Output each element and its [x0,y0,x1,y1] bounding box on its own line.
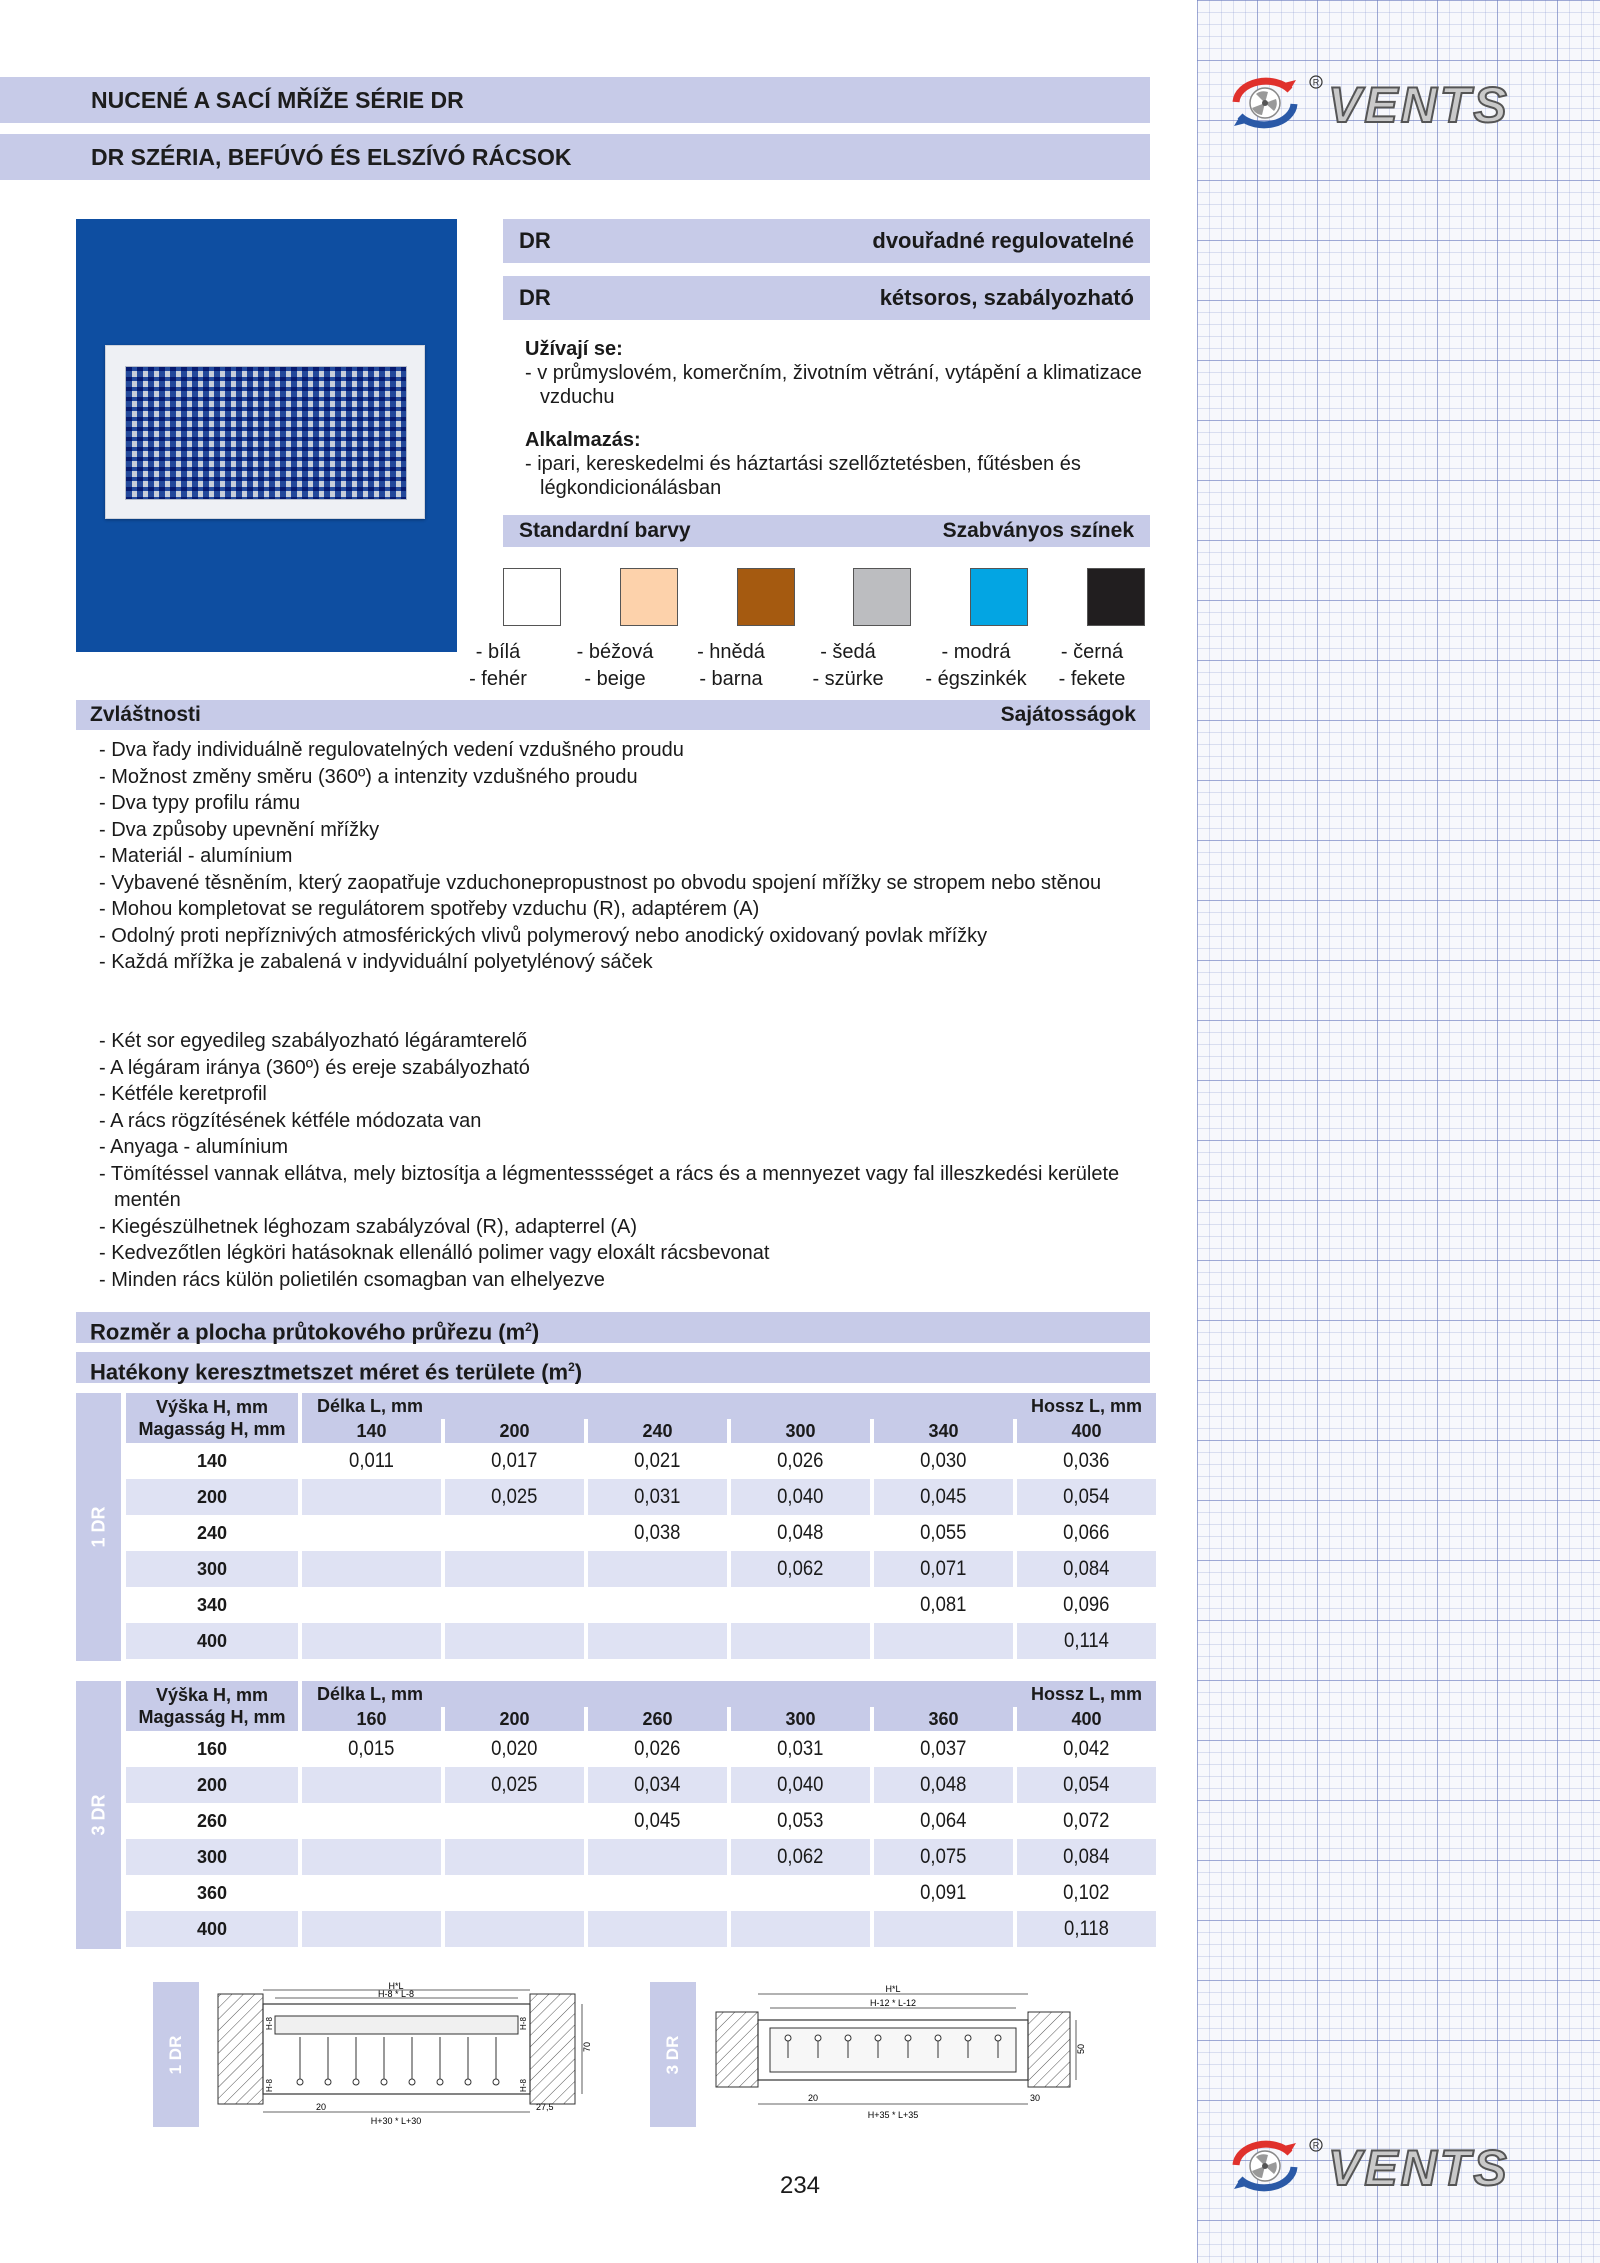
row-header-cz: Výška H, mm [155,1397,269,1417]
cell-value: 0,053 [777,1809,824,1832]
table-cell [874,1443,1013,1479]
svg-text:H*L: H*L [885,1984,901,1994]
table-row [126,1551,1156,1587]
svg-text:H-8: H-8 [519,2079,528,2092]
table-cell [1017,1875,1156,1911]
table-row [126,1623,1156,1659]
color-name-cz: - modrá [941,641,1011,663]
table-cell [445,1767,584,1803]
page-number: 234 [779,2172,821,2199]
features-list-cz [99,737,1159,976]
table-cell [588,1479,727,1515]
table-cell [874,1731,1013,1767]
cell-value: 0,025 [491,1485,538,1508]
col-header-hu: Hossz L, mm [1030,1395,1142,1416]
feature-item: - Tömítéssel vannak ellátva, mely biztosítja a légmentessséget a rács és a mennyezet vagy fal illeszkedési kerülete mentén [99,1162,1120,1211]
drawing-3dr [708,1982,1088,2127]
table-cell [731,1731,870,1767]
colors-title-hu: Szabványos színek [942,519,1134,542]
colors-title-cz: Standardní barvy [519,519,691,542]
fan-icon [1234,80,1296,126]
table-cell [874,1767,1013,1803]
usage-cz [525,337,1150,409]
drawing-1dr-label: 1 DR [153,1982,199,2127]
table-row [126,1515,1156,1551]
table-cell [1017,1911,1156,1947]
col-header-hu: Hossz L, mm [1030,1683,1142,1704]
cell-value: 0,031 [777,1737,824,1760]
color-swatch [970,568,1028,626]
table-cell [731,1479,870,1515]
table-cell [445,1875,584,1911]
cell-value: 0,084 [1063,1557,1110,1580]
column-header: 160 [302,1707,441,1731]
color-name-hu: - barna [699,668,763,690]
table-row [126,1767,1156,1803]
feature-item: - Materiál - alumínium [99,845,293,867]
registered-icon [1310,76,1322,88]
table-cell [302,1911,441,1947]
color-name-cz: - bílá [475,641,521,663]
color-swatch [620,568,678,626]
cell-value: 0,062 [777,1557,824,1580]
table-cell [302,1767,441,1803]
table-cell [445,1731,584,1767]
table-cell [445,1443,584,1479]
row-header: 160 [196,1738,228,1759]
table-cell [1017,1515,1156,1551]
table-cell [731,1875,870,1911]
table-cell [731,1443,870,1479]
cell-value: 0,026 [634,1737,681,1760]
table-cell [731,1803,870,1839]
row-header: 140 [196,1450,228,1471]
table-cell [588,1731,727,1767]
column-header: 200 [445,1419,584,1443]
cell-value: 0,102 [1063,1881,1110,1904]
col-header-cz: Délka L, mm [317,1683,424,1704]
svg-text:VENTS: VENTS [1328,77,1510,132]
col-header-cz: Délka L, mm [317,1395,424,1416]
table-cell [874,1839,1013,1875]
cell-value: 0,072 [1063,1809,1110,1832]
color-label [1027,639,1157,693]
cell-value: 0,021 [634,1449,681,1472]
color-name-hu: - szürke [812,668,884,690]
color-name-cz: - béžová [576,641,654,663]
grille-illustration [105,345,425,519]
features-title-cz: Zvláštnosti [90,703,201,726]
cell-value: 0,045 [920,1485,967,1508]
product-code-hu: DR [519,285,551,310]
row-header: 240 [196,1522,228,1543]
table-cell [1017,1839,1156,1875]
cell-value: 0,084 [1063,1845,1110,1868]
sizes-title-cz: Rozměr a plocha průtokového průřezu $(m^2)$ [76,1312,1150,1343]
row-header: 260 [196,1810,228,1831]
colors-heading [503,515,1150,547]
table-cell [302,1479,441,1515]
table-row [126,1911,1156,1947]
svg-text:27,5: 27,5 [536,2102,554,2112]
row-header: 300 [126,1839,298,1875]
product-desc-hu: kétsoros, szabályozható [879,285,1134,310]
row-header: 200 [126,1767,298,1803]
svg-text:H*L: H*L [388,1982,404,1991]
svg-text:20: 20 [316,2102,327,2112]
table-cell [731,1767,870,1803]
table-cell [731,1551,870,1587]
color-swatch [853,568,911,626]
feature-item: - Možnost změny směru (360º) a intenzity vzdušného proudu [99,765,638,788]
feature-item: - Kiegészülhetnek léghozam szabályzóval (R), adapterrel (A) [99,1215,638,1238]
table-cell [302,1515,441,1551]
cell-value: 0,054 [1063,1485,1110,1508]
cell-value: 0,030 [920,1449,967,1472]
svg-text:H-8: H-8 [265,2079,274,2092]
table-cell [731,1623,870,1659]
row-header-cz: Výška H, mm [155,1685,269,1705]
table-cell [874,1587,1013,1623]
table-1dr-label: 1 DR [76,1393,121,1661]
table-cell [874,1875,1013,1911]
feature-item: - Két sor egyedileg szabályozható légáramterelő [99,1030,528,1052]
cell-value: 0,020 [491,1737,538,1760]
table-row [126,1803,1156,1839]
table-cell [588,1623,727,1659]
color-label [911,639,1041,693]
column-header: 360 [874,1707,1013,1731]
svg-text:R: R [1312,2140,1320,2151]
table-cell [1017,1731,1156,1767]
table-row [126,1875,1156,1911]
svg-text:VENTS: VENTS [1328,2140,1510,2195]
color-name-cz: - hnědá [697,641,765,663]
table-cell [731,1515,870,1551]
sizes-title-hu: Hatékony keresztmetszet méret és területe $(m^2)$ [76,1352,1150,1383]
vents-logo [1228,72,1568,132]
column-header: 340 [874,1419,1013,1443]
table-cell [588,1515,727,1551]
table-cell [731,1911,870,1947]
cell-value: 0,064 [920,1809,967,1832]
table-cell [588,1443,727,1479]
table-cell [1017,1587,1156,1623]
usage-hu [525,428,1150,500]
cell-value: 0,036 [1063,1449,1110,1472]
column-header-cell [302,1393,1156,1419]
drawing-3dr-label: 3 DR [650,1982,696,2127]
color-swatch [1087,568,1145,626]
table-row [126,1839,1156,1875]
svg-text:50: 50 [1076,2043,1086,2054]
table-cell [1017,1479,1156,1515]
cell-value: 0,055 [920,1521,967,1544]
feature-item: - Minden rács külön polietilén csomagban van elhelyezve [99,1268,605,1291]
cell-value: 0,048 [777,1521,824,1544]
page-title-cz: NUCENÉ A SACÍ MŘÍŽE SÉRIE DR [0,77,1150,123]
table-cell [445,1587,584,1623]
table-cell [445,1623,584,1659]
cell-value: 0,062 [777,1845,824,1868]
feature-item: - A rács rögzítésének kétféle módozata van [99,1109,482,1132]
cell-value: 0,034 [634,1773,681,1796]
cell-value: 0,118 [1064,1917,1109,1940]
table-cell [874,1551,1013,1587]
color-name-hu: - fehér [469,668,527,690]
cell-value: 0,071 [920,1557,967,1580]
column-header: 400 [1017,1419,1156,1443]
table-row [126,1443,1156,1479]
color-name-hu: - égszinkék [925,668,1027,690]
color-label [783,639,913,693]
table-cell [588,1839,727,1875]
svg-text:20: 20 [808,2093,819,2103]
table-cell [302,1803,441,1839]
table-row [126,1587,1156,1623]
column-header: 260 [588,1707,727,1731]
cell-value: 0,040 [777,1773,824,1796]
row-header-hu: Magasság H, mm [138,1707,286,1727]
table-cell [1017,1803,1156,1839]
row-header: 340 [196,1594,228,1615]
cell-value: 0,054 [1063,1773,1110,1796]
cell-value: 0,096 [1063,1593,1110,1616]
feature-item: - Dva způsoby upevnění mřížky [99,818,380,841]
features-list-hu [99,1028,1159,1293]
cell-value: 0,015 [348,1737,395,1760]
row-header-cell [126,1393,298,1443]
table-cell [874,1803,1013,1839]
table-cell [588,1803,727,1839]
registered-icon [1310,2139,1322,2151]
table-cell [302,1731,441,1767]
cell-value: 0,026 [777,1449,824,1472]
usage-label-cz: Užívají se: [525,338,623,360]
feature-item: - A légáram iránya (360º) és ereje szabályozható [99,1056,530,1079]
cell-value: 0,081 [920,1593,967,1616]
product-desc-cz: dvouřadné regulovatelné [872,228,1134,253]
table-cell [588,1587,727,1623]
table-cell [445,1551,584,1587]
table-cell [874,1911,1013,1947]
table-cell [302,1587,441,1623]
column-header: 300 [731,1707,870,1731]
table-cell [302,1875,441,1911]
page-title-hu: DR SZÉRIA, BEFÚVÓ ÉS ELSZÍVÓ RÁCSOK [0,134,1150,180]
feature-item: - Každá mřížka je zabalená v indyviduální polyetylénový sáček [99,951,653,973]
fan-icon [1234,2143,1296,2189]
feature-item: - Kedvezőtlen légköri hatásoknak ellenálló polimer vagy eloxált rácsbevonat [99,1242,770,1264]
table-cell [731,1587,870,1623]
features-title-hu: Sajátosságok [1000,703,1136,726]
row-header: 400 [126,1623,298,1659]
cell-value: 0,091 [920,1881,967,1904]
product-code-cz: DR [519,228,551,253]
table-cell [1017,1767,1156,1803]
cell-value: 0,031 [634,1485,681,1508]
svg-text:70: 70 [582,2041,592,2052]
svg-text:H-8: H-8 [265,2017,274,2030]
column-header: 200 [445,1707,584,1731]
color-swatch [737,568,795,626]
cell-value: 0,114 [1064,1629,1109,1652]
usage-text-hu: - ipari, kereskedelmi és háztartási szellőztetésben, fűtésben és légkondicionálásban [525,453,1081,499]
svg-text:H-8 * L-8: H-8 * L-8 [377,1989,415,1999]
feature-item: - Vybavené těsněním, který zaopatřuje vzduchonepropustnost po obvodu spojení mřížky se stropem nebo stěnou [99,871,1102,894]
row-header: 400 [126,1911,298,1947]
column-header: 300 [731,1419,870,1443]
table-row [126,1731,1156,1767]
feature-item: - Odolný proti nepříznivých atmosférických vlivů polymerový nebo anodický oxidovaný povlak mřížky [99,924,988,947]
feature-item: - Anyaga - alumínium [99,1136,288,1158]
product-heading-hu [503,276,1150,320]
color-label [550,639,680,693]
cell-value: 0,025 [491,1773,538,1796]
grid-background [1197,0,1600,2263]
color-name-hu: - fekete [1058,668,1126,690]
table-cell [445,1911,584,1947]
usage-label-hu: Alkalmazás: [525,429,641,451]
row-header: 300 [126,1551,298,1587]
cell-value: 0,037 [920,1737,967,1760]
color-name-hu: - beige [584,668,646,690]
features-heading [76,700,1150,730]
table-cell [445,1479,584,1515]
column-header: 240 [588,1419,727,1443]
table-3dr [122,1681,1160,1947]
svg-text:H-12 * L-12: H-12 * L-12 [869,1998,917,2008]
product-heading-cz [503,219,1150,263]
table-cell [1017,1623,1156,1659]
table-cell [588,1875,727,1911]
svg-text:30: 30 [1030,2093,1041,2103]
column-header: 140 [302,1419,441,1443]
table-cell [1017,1443,1156,1479]
column-header-cell [302,1681,1156,1707]
cell-value: 0,011 [349,1449,394,1472]
color-name-cz: - šedá [820,641,876,663]
row-header-hu: Magasság H, mm [138,1419,286,1439]
table-cell [302,1623,441,1659]
table-cell [731,1839,870,1875]
table-cell [588,1767,727,1803]
table-1dr [122,1393,1160,1659]
feature-item: - Mohou kompletovat se regulátorem spotřeby vzduchu (R), adaptérem (A) [99,898,760,920]
cell-value: 0,038 [634,1521,681,1544]
product-photo [76,219,457,652]
column-header: 400 [1017,1707,1156,1731]
feature-item: - Kétféle keretprofil [99,1083,267,1105]
vents-logo [1228,2135,1568,2195]
table-row [126,1479,1156,1515]
cell-value: 0,045 [634,1809,681,1832]
table-cell [874,1515,1013,1551]
feature-item: - Dva typy profilu rámu [99,792,301,814]
table-3dr-label: 3 DR [76,1681,121,1949]
table-cell [445,1839,584,1875]
feature-item: - Dva řady individuálně regulovatelných vedení vzdušného proudu [99,739,684,761]
grille-louvers [125,366,407,500]
color-label [666,639,796,693]
row-header: 360 [196,1882,228,1903]
table-cell [302,1551,441,1587]
color-swatch [503,568,561,626]
cell-value: 0,066 [1063,1521,1110,1544]
table-cell [302,1443,441,1479]
svg-text:H-8: H-8 [519,2017,528,2030]
drawing-1dr [210,1982,600,2127]
svg-text:H+30 * L+30: H+30 * L+30 [370,2116,422,2126]
table-cell [1017,1551,1156,1587]
color-name-cz: - černá [1060,641,1124,663]
table-cell [445,1803,584,1839]
row-header: 200 [126,1479,298,1515]
table-cell [302,1839,441,1875]
table-cell [874,1623,1013,1659]
usage-text-cz: - v průmyslovém, komerčním, životním větrání, vytápění a klimatizace vzduchu [525,362,1142,408]
cell-value: 0,017 [491,1449,538,1472]
cell-value: 0,075 [920,1845,967,1868]
svg-text:H+35 * L+35: H+35 * L+35 [867,2110,919,2120]
table-cell [588,1911,727,1947]
color-label [433,639,563,693]
table-cell [445,1515,584,1551]
table-cell [588,1551,727,1587]
svg-text:R: R [1312,77,1320,88]
cell-value: 0,040 [777,1485,824,1508]
cell-value: 0,048 [920,1773,967,1796]
table-cell [874,1479,1013,1515]
cell-value: 0,042 [1063,1737,1110,1760]
row-header-cell [126,1681,298,1731]
